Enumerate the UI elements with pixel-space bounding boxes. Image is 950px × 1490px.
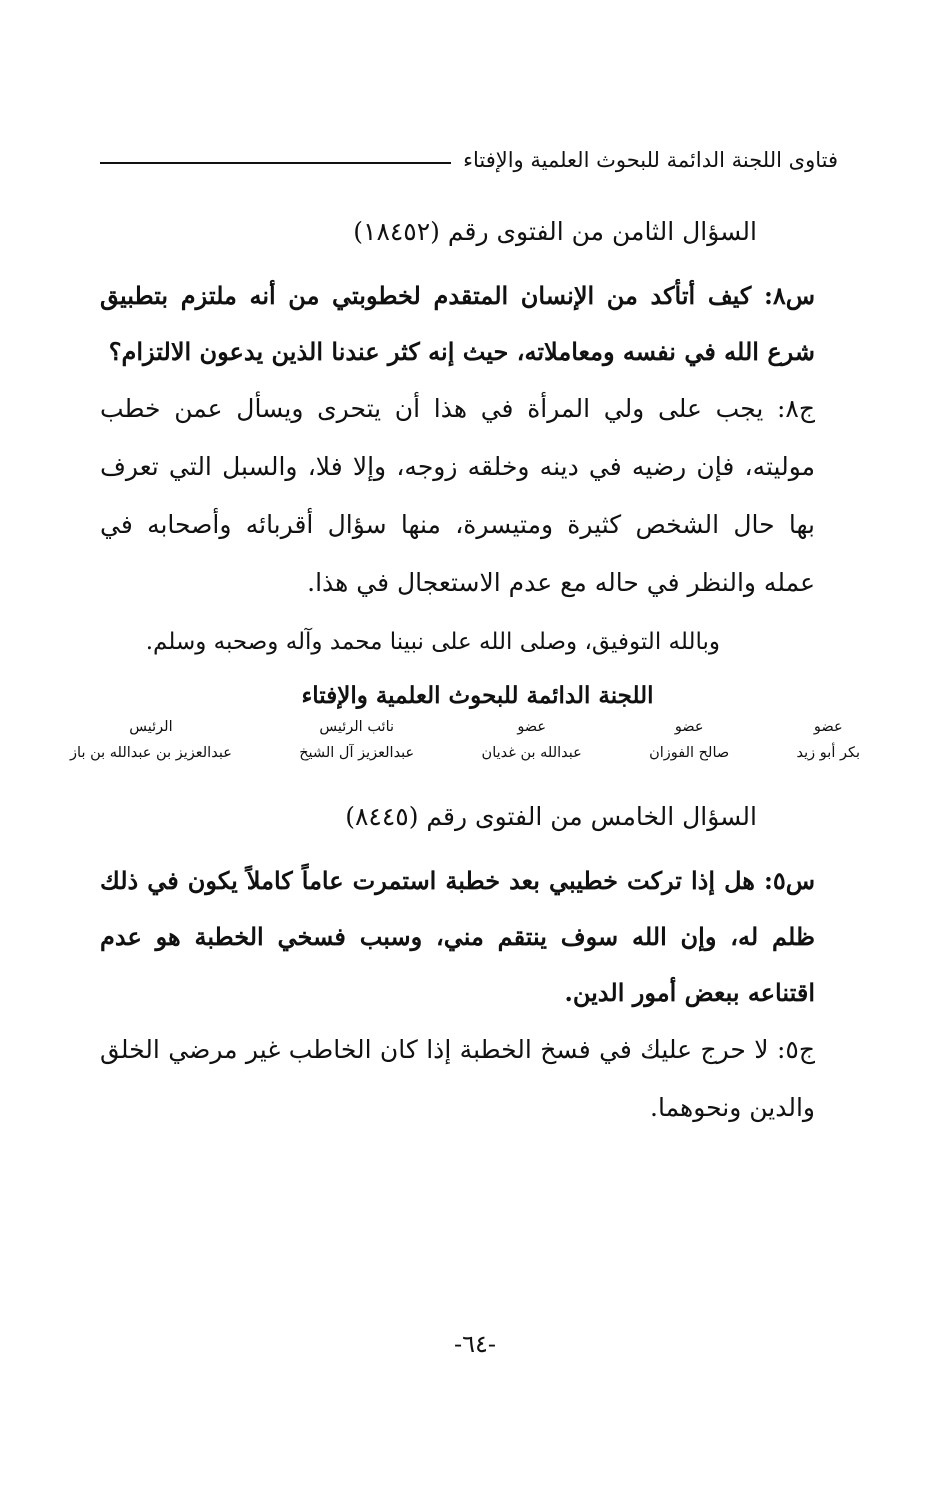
signature-role: نائب الرئيس (319, 719, 395, 735)
signature-president (70, 715, 232, 767)
signature-member-2 (649, 715, 729, 767)
committee-title: اللجنة الدائمة للبحوث العلمية والإفتاء (301, 682, 654, 709)
fatwa-8-heading: السؤال الثامن من الفتوى رقم (١٨٤٥٢) (353, 217, 757, 246)
header-rule (100, 162, 451, 164)
signature-role: عضو (517, 719, 547, 735)
fatwa-8-answer: ج٨: يجب على ولي المرأة في هذا أن يتحرى ويسأل عمن خطب موليته، فإن رضيه في دينه وخلقه زوجه، وإلا فلا، والسبل التي تعرف بها حال الشخص كثيرة ومتيسرة، منها سؤال أقربائه وأصحابه في عمله والنظر في حاله مع عدم الاستعجال في هذا. (100, 394, 815, 597)
fatwa-5-answer: ج٥: لا حرج عليك في فسخ الخطبة إذا كان الخاطب غير مرضي الخلق والدين ونحوهما. (100, 1035, 815, 1122)
fatwa-5-question: س٥: هل إذا تركت خطيبي بعد خطبة استمرت عاماً كاملاً يكون في ذلك ظلم له، وإن الله سوف ينتقم مني، وسبب فسخي الخطبة هو عدم اقتناعه ببعض أمور الدين. (100, 866, 815, 1007)
signature-name: بكر أبو زيد (796, 745, 860, 761)
fatwa-5-heading: السؤال الخامس من الفتوى رقم (٨٤٤٥) (345, 802, 757, 831)
page-number: -٦٤- (454, 1330, 496, 1358)
signature-name: عبدالعزيز بن عبدالله بن باز (70, 745, 232, 761)
signature-member-1 (797, 715, 860, 767)
signature-role: عضو (674, 719, 704, 735)
signature-member-3 (482, 715, 582, 767)
committee-signatures (70, 715, 860, 767)
running-header (100, 140, 838, 180)
signature-role: الرئيس (129, 719, 173, 735)
signature-role: عضو (813, 719, 843, 735)
signature-name: عبدالعزيز آل الشيخ (299, 745, 415, 761)
signature-vice-president (299, 715, 414, 767)
signature-name: عبدالله بن غديان (481, 745, 582, 761)
signature-name: صالح الفوزان (649, 745, 730, 761)
fatwa-8-question: س٨: كيف أتأكد من الإنسان المتقدم لخطوبتي من أنه ملتزم بتطبيق شرع الله في نفسه ومعاملاته، حيث إنه كثر عندنا الذين يدعون الالتزام؟ (100, 281, 815, 366)
fatwa-8-closing: وبالله التوفيق، وصلى الله على نبينا محمد وآله وصحبه وسلم. (145, 629, 720, 655)
page-content (70, 200, 860, 1137)
header-title: فتاوى اللجنة الدائمة للبحوث العلمية والإفتاء (463, 148, 838, 172)
